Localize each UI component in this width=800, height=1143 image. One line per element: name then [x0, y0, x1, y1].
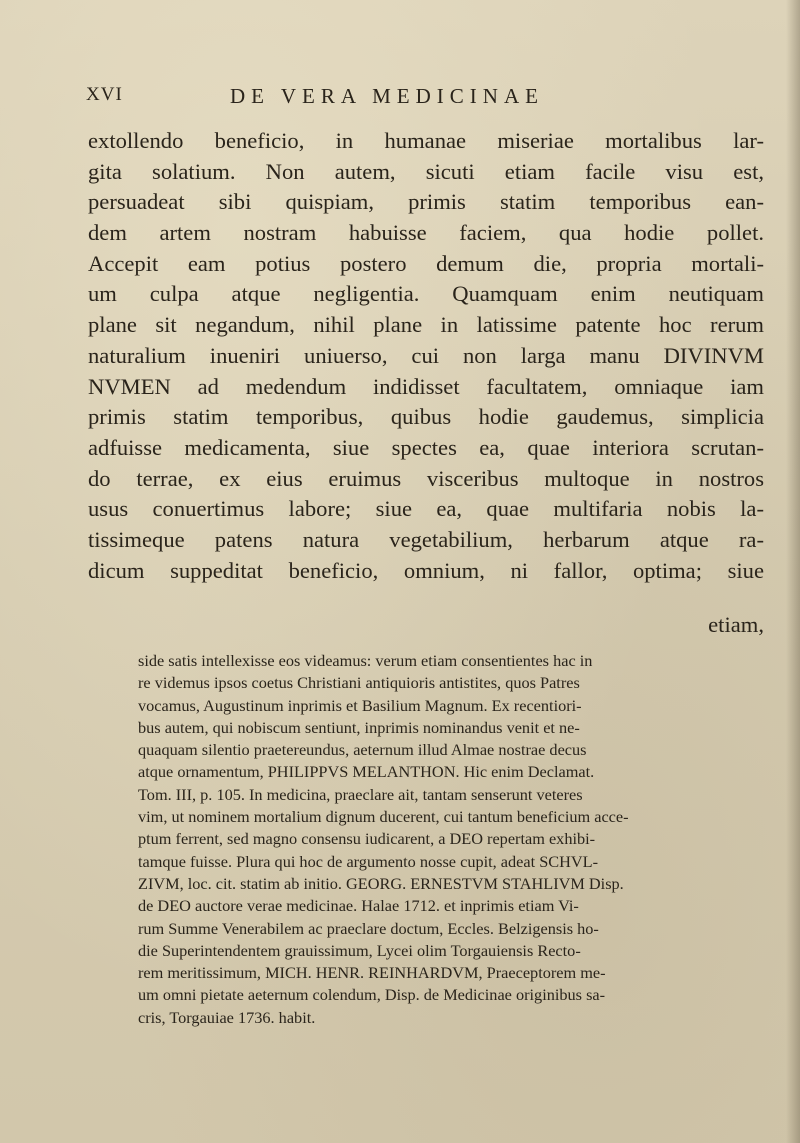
- footnote-line: Tom. III, p. 105. In medicina, praeclare ait, tantam senserunt veteres: [138, 784, 583, 804]
- main-text-line: naturalium inueniri uniuerso, cui non larga manu DIVINVM: [88, 342, 764, 368]
- page-header: [86, 84, 726, 112]
- footnote-line: rem meritissimum, MICH. HENR. REINHARDVM, Praeceptorem me-: [138, 963, 606, 983]
- footnote-line: bus autem, qui nobiscum sentiunt, inprimis nominandus venit et ne-: [138, 717, 580, 737]
- main-text-line: adfuisse medicamenta, siue spectes ea, quae interiora scrutan-: [88, 434, 764, 460]
- footnote-line: rum Summe Venerabilem ac praeclare doctum, Eccles. Belzigensis ho-: [138, 918, 599, 938]
- main-text-line: NVMEN ad medendum indidisset facultatem, omniaque iam: [88, 373, 764, 399]
- footnote-line: vocamus, Augustinum inprimis et Basilium Magnum. Ex recentiori-: [138, 695, 582, 715]
- footnote-block: [138, 650, 760, 1029]
- main-text-line: usus conuertimus labore; siue ea, quae multifaria nobis la-: [88, 496, 764, 522]
- footnote-line: re videmus ipsos coetus Christiani antiquioris antistites, quos Patres: [138, 673, 580, 693]
- running-title: DE VERA MEDICINAE: [230, 84, 544, 108]
- footnote-line: atque ornamentum, PHILIPPVS MELANTHON. Hic enim Declamat.: [138, 762, 595, 782]
- main-text-line: dicum suppeditat beneficio, omnium, ni fallor, optima; siue: [88, 557, 764, 583]
- main-text-line: plane sit negandum, nihil plane in latissime patente hoc rerum: [88, 312, 764, 338]
- main-text-line: dem artem nostram habuisse faciem, qua hodie pollet.: [88, 220, 764, 246]
- main-text-line: extollendo beneficio, in humanae miseriae mortalibus lar-: [88, 128, 764, 153]
- main-text-line: um culpa atque negligentia. Quamquam enim neutiquam: [88, 281, 764, 307]
- footnote-line: ptum ferrent, sed magno consensu iudicarent, a DEO repertam exhibi-: [138, 829, 596, 849]
- footnote-line: vim, ut nominem mortalium dignum ducerent, cui tantum beneficium acce-: [138, 807, 629, 827]
- footnote-line: quaquam silentio praetereundus, aeternum illud Almae nostrae decus: [138, 740, 587, 760]
- footnote-line: cris, Torgauiae 1736. habit.: [138, 1007, 316, 1027]
- catchword: etiam,: [708, 612, 764, 637]
- page-number: XVI: [86, 84, 123, 105]
- main-text-line: gita solatium. Non autem, sicuti etiam facile visu est,: [88, 158, 764, 184]
- footnote-line: side satis intellexisse eos videamus: verum etiam consentientes hac in: [138, 651, 593, 670]
- main-text-line: primis statim temporibus, quibus hodie gaudemus, simplicia: [88, 404, 764, 430]
- footnote-line: um omni pietate aeternum colendum, Disp. de Medicinae originibus sa-: [138, 985, 606, 1005]
- main-text-block: [88, 126, 764, 586]
- main-text-line: Accepit eam potius postero demum die, propria mortali-: [88, 250, 764, 276]
- footnote-line: ZIVM, loc. cit. statim ab initio. GEORG. ERNESTVM STAHLIVM Disp.: [138, 873, 624, 893]
- main-text-line: persuadeat sibi quispiam, primis statim temporibus ean-: [88, 189, 764, 215]
- page-edge-shadow: [786, 0, 800, 1143]
- main-text-line: do terrae, ex eius eruimus visceribus multoque in nostros: [88, 465, 764, 491]
- footnote-line: die Superintendentem grauissimum, Lycei olim Torgauiensis Recto-: [138, 940, 581, 960]
- main-text-line: tissimeque patens natura vegetabilium, herbarum atque ra-: [88, 526, 764, 552]
- footnote-line: de DEO auctore verae medicinae. Halae 1712. et inprimis etiam Vi-: [138, 896, 579, 916]
- footnote-line: tamque fuisse. Plura qui hoc de argumento nosse cupit, adeat SCHVL-: [138, 851, 599, 871]
